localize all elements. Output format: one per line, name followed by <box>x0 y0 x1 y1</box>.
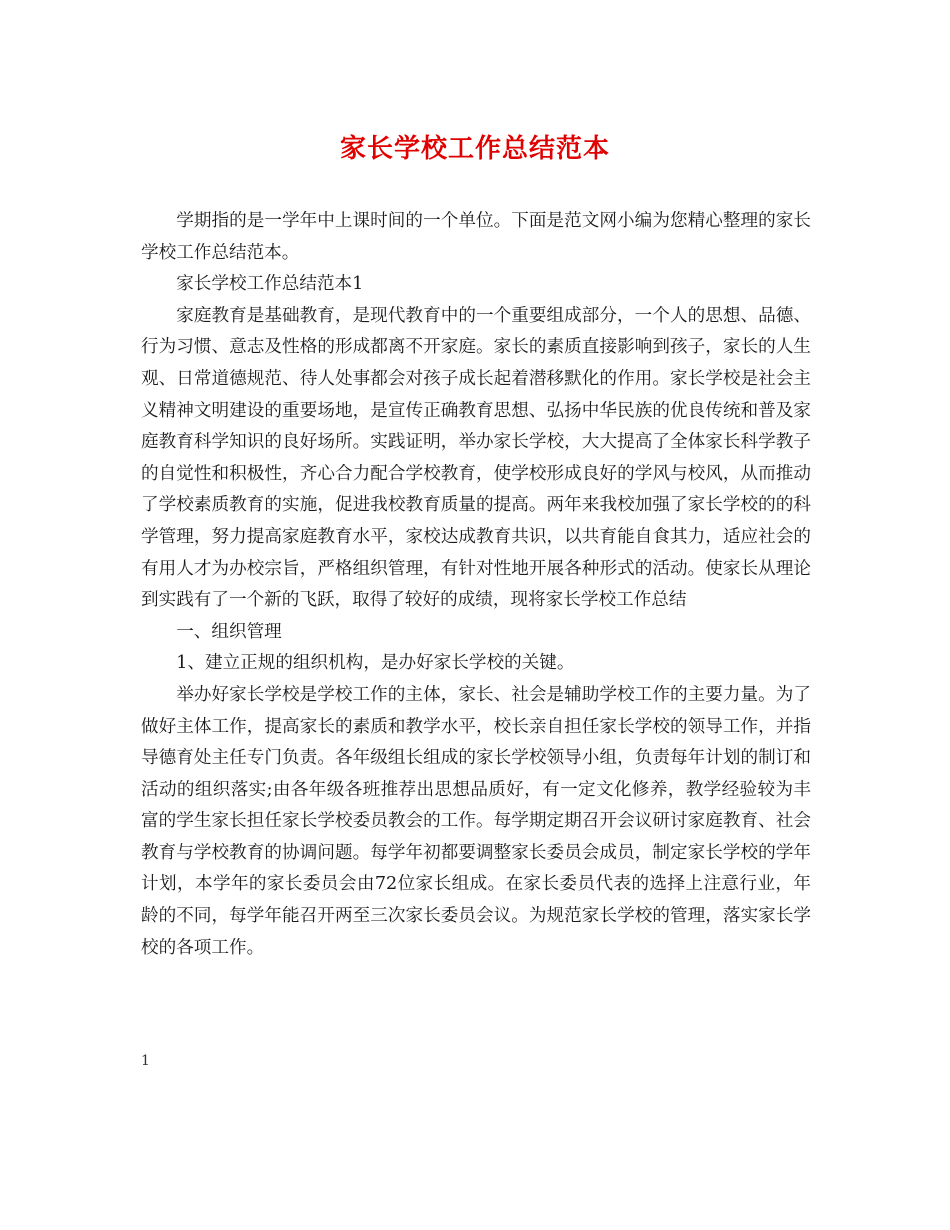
body-paragraph: 家庭教育是基础教育，是现代教育中的一个重要组成部分，一个人的思想、品德、行为习惯、意志及性格的形成都离不开家庭。家长的素质直接影响到孩子，家长的人生观、日常道德规范、待人处事都会对孩子成长起着潜移默化的作用。家长学校是社会主义精神文明建设的重要场地，是宣传正确教育思想、弘扬中华民族的优良传统和普及家庭教育科学知识的良好场所。实践证明，举办家长学校，大大提高了全体家长科学教子的自觉性和积极性，齐心合力配合学校教育，使学校形成良好的学风与校风，从而推动了学校素质教育的实施，促进我校教育质量的提高。两年来我校加强了家长学校的的科学管理，努力提高家庭教育水平，家校达成教育共识，以共育能自食其力，适应社会的有用人才为办校宗旨，严格组织管理，有针对性地开展各种形式的活动。使家长从理论到实践有了一个新的飞跃，取得了较好的成绩，现将家长学校工作总结 <box>141 305 811 611</box>
document-title: 家长学校工作总结范本 <box>339 134 610 164</box>
page-number: 1 <box>141 1053 150 1069</box>
section-heading-sample-1: 家长学校工作总结范本1 <box>176 274 364 295</box>
section-heading-organization: 一、组织管理 <box>176 621 282 642</box>
subheading-organization-structure: 1、建立正规的组织机构，是办好家长学校的关键。 <box>176 653 575 674</box>
intro-paragraph: 学期指的是一学年中上课时间的一个单位。下面是范文网小编为您精心整理的家长学校工作总结范本。 <box>141 211 811 263</box>
body-paragraph: 举办好家长学校是学校工作的主体，家长、社会是辅助学校工作的主要力量。为了做好主体工作，提高家长的素质和教学水平，校长亲自担任家长学校的领导工作，并指导德育处主任专门负责。各年级组长组成的家长学校领导小组，负责每年计划的制订和活动的组织落实;由各年级各班推荐出思想品质好，有一定文化修养，教学经验较为丰富的学生家长担任家长学校委员教会的工作。每学期定期召开会议研讨家庭教育、社会教育与学校教育的协调问题。每学年初都要调整家长委员会成员，制定家长学校的学年计划，本学年的家长委员会由72位家长组成。在家长委员代表的选择上注意行业，年龄的不同，每学年能召开两至三次家长委员会议。为规范家长学校的管理，落实家长学校的各项工作。 <box>141 684 811 958</box>
document-body <box>141 206 811 964</box>
